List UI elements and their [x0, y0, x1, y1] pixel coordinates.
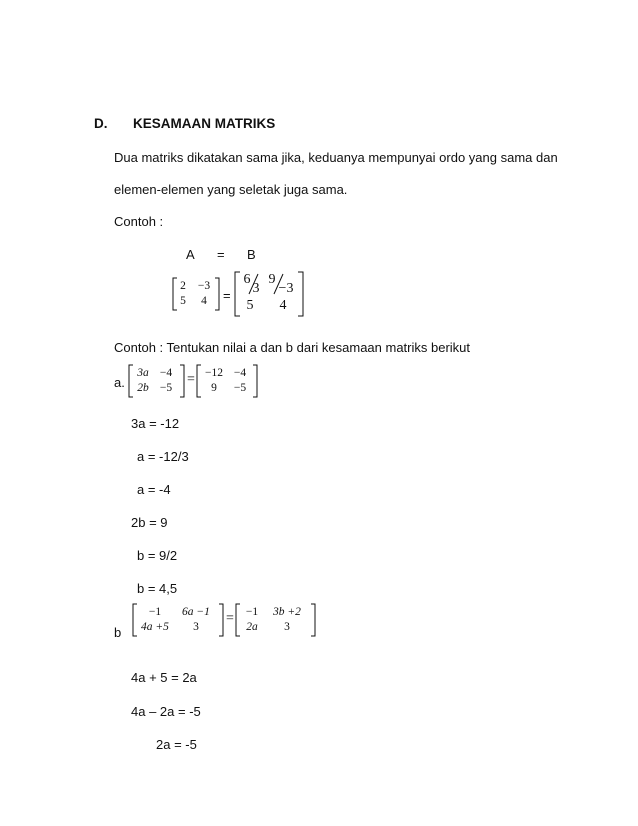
left-matrix-cell: 3 — [193, 621, 199, 633]
right-matrix-cell: −5 — [233, 382, 247, 394]
matrix-a — [172, 277, 220, 311]
left-matrix-cell: 4a +5 — [141, 621, 169, 633]
left-matrix-cell: 3a — [137, 367, 149, 379]
matrix-b-header: B — [247, 247, 256, 262]
example2-label: Contoh : Tentukan nilai a dan b dari kesamaan matriks berikut — [114, 340, 471, 355]
matrix-b — [234, 271, 304, 317]
solution-step: a = -12/3 — [137, 449, 189, 464]
matrix-b-cell: 5 — [246, 298, 254, 313]
part-a-equation — [128, 364, 258, 398]
part-a-label: a. — [114, 375, 125, 390]
definition-line-1: Dua matriks dikatakan sama jika, keduanya mempunyai ordo yang sama dan — [114, 150, 558, 165]
matrix-a-cell: −3 — [197, 280, 211, 292]
matrix-a-cell: 2 — [180, 280, 186, 292]
part-b-equation — [132, 603, 316, 637]
solution-step: 2a = -5 — [156, 737, 197, 752]
right-matrix-cell: 9 — [211, 382, 217, 394]
left-matrix-cell: 6a −1 — [182, 606, 210, 618]
matrix-b-denominator: −3 — [278, 281, 294, 296]
solution-step: b = 9/2 — [137, 548, 178, 563]
right-matrix-cell: 3 — [284, 621, 290, 633]
right-matrix-cell: −1 — [245, 606, 259, 618]
matrix-b-numerator: 6 — [243, 272, 251, 287]
solution-step: 2b = 9 — [131, 515, 168, 530]
matrix-a-cell: 5 — [180, 295, 186, 307]
solution-step: 4a – 2a = -5 — [131, 704, 201, 719]
header-equals: = — [217, 247, 225, 262]
part-b-equals: = — [226, 611, 234, 626]
definition-line-2: elemen-elemen yang seletak juga sama. — [114, 182, 348, 197]
left-matrix-cell: −5 — [159, 382, 173, 394]
matrix-b-denominator: 3 — [252, 281, 260, 296]
matrix-a-header: A — [186, 247, 195, 262]
left-matrix-cell: −4 — [159, 367, 173, 379]
matrix-b-numerator: 9 — [268, 272, 276, 287]
matrix-a-cell: 4 — [201, 295, 207, 307]
solution-step: b = 4,5 — [137, 581, 178, 596]
solution-step: a = -4 — [137, 482, 171, 497]
example1-label: Contoh : — [114, 214, 164, 229]
part-b-label: b — [114, 625, 122, 640]
section-title: KESAMAAN MATRIKS — [133, 116, 276, 131]
left-matrix-cell: −1 — [148, 606, 162, 618]
example1-equals: = — [223, 288, 231, 303]
section-letter: D. — [94, 116, 108, 131]
matrix-b-cell: 4 — [279, 298, 287, 313]
solution-step: 3a = -12 — [131, 416, 180, 431]
right-matrix-cell: 2a — [246, 621, 258, 633]
right-matrix-cell: −12 — [205, 367, 223, 379]
part-a-equals: = — [187, 372, 195, 387]
left-matrix-cell: 2b — [137, 382, 149, 394]
solution-step: 4a + 5 = 2a — [131, 670, 197, 685]
right-matrix-cell: −4 — [233, 367, 247, 379]
right-matrix-cell: 3b +2 — [273, 606, 301, 618]
